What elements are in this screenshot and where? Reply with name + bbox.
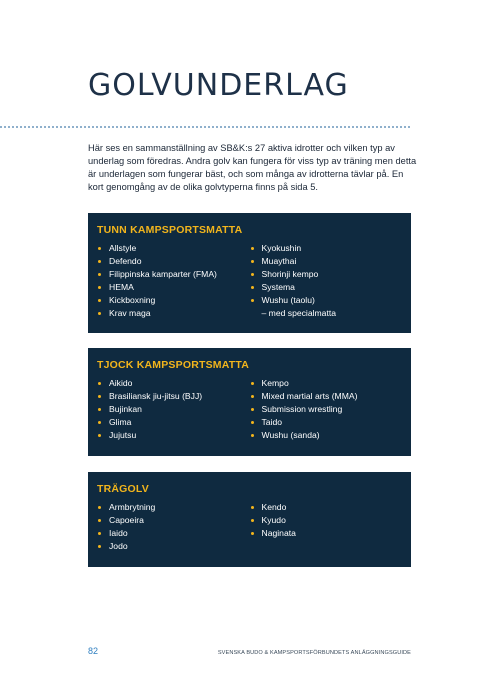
bullet-icon: [98, 286, 101, 289]
list-item: Brasiliansk jiu-jitsu (BJJ): [97, 390, 250, 403]
list-item: Kendo: [250, 501, 403, 514]
bullet-icon: [98, 260, 101, 263]
bullet-icon: [251, 382, 254, 385]
bullet-icon: [251, 421, 254, 424]
bullet-icon: [251, 519, 254, 522]
intro-paragraph: Här ses en sammanställning av SB&K:s 27 aktiva idrotter och vilken typ av underlag som föredras. Andra golv kan fungera för viss typ av träning men detta är underlagen som fungerar bäst, och som många av idrotterna tävlar på. En kort genomgång av de olika golvtyperna finns på sida 5.: [88, 143, 417, 192]
list-item: Aikido: [97, 377, 250, 390]
list-item: Shorinji kempo: [250, 268, 403, 281]
list-item: Allstyle: [97, 242, 250, 255]
section-box-wood-floor: [88, 472, 411, 567]
sport-list-left: [97, 501, 250, 553]
section-heading: TRÄGOLV: [97, 483, 149, 495]
bullet-icon: [98, 532, 101, 535]
bullet-icon: [251, 434, 254, 437]
list-item: Armbrytning: [97, 501, 250, 514]
bullet-icon: [251, 299, 254, 302]
list-item: Taido: [250, 416, 403, 429]
bullet-icon: [98, 395, 101, 398]
sport-list-left: [97, 242, 250, 319]
bullet-icon: [98, 434, 101, 437]
list-item: Wushu (sanda): [250, 429, 403, 442]
list-item: Capoeira: [97, 514, 250, 527]
list-item: Bujinkan: [97, 403, 250, 416]
list-item: Krav maga: [97, 307, 250, 320]
bullet-icon: [98, 421, 101, 424]
list-item: Wushu (taolu): [250, 294, 403, 307]
list-item: Kyokushin: [250, 242, 403, 255]
sport-list-left: [97, 377, 250, 442]
bullet-icon: [98, 273, 101, 276]
list-item: Mixed martial arts (MMA): [250, 390, 403, 403]
bullet-icon: [98, 312, 101, 315]
bullet-icon: [98, 299, 101, 302]
list-item: Kempo: [250, 377, 403, 390]
bullet-icon: [251, 286, 254, 289]
list-item: Iaido: [97, 527, 250, 540]
bullet-icon: [98, 545, 101, 548]
bullet-icon: [251, 273, 254, 276]
section-heading: TJOCK KAMPSPORTSMATTA: [97, 359, 249, 371]
dotted-divider: [0, 126, 410, 128]
bullet-icon: [251, 408, 254, 411]
bullet-icon: [251, 395, 254, 398]
list-item: Systema: [250, 281, 403, 294]
running-title: SVENSKA BUDO & KAMPSPORTSFÖRBUNDETS ANLÄGGNINGSGUIDE: [217, 650, 411, 656]
list-item: Jodo: [97, 540, 250, 553]
bullet-icon: [98, 408, 101, 411]
sport-list-right: [250, 242, 403, 319]
list-item: Kickboxning: [97, 294, 250, 307]
list-item: Muaythai: [250, 255, 403, 268]
list-item: Glima: [97, 416, 250, 429]
sport-list-right: [250, 501, 403, 553]
list-item: Naginata: [250, 527, 403, 540]
list-item: Kyudo: [250, 514, 403, 527]
list-item: Filippinska kamparter (FMA): [97, 268, 250, 281]
list-item: HEMA: [97, 281, 250, 294]
page-title: GOLVUNDERLAG: [88, 68, 349, 103]
list-item: Defendo: [97, 255, 250, 268]
sport-list-right: [250, 377, 403, 442]
bullet-icon: [251, 506, 254, 509]
bullet-icon: [98, 519, 101, 522]
bullet-icon: [251, 260, 254, 263]
list-item-continuation: – med specialmatta: [261, 307, 337, 318]
list-item: Jujutsu: [97, 429, 250, 442]
section-box-thin-mat: [88, 213, 411, 333]
bullet-icon: [98, 247, 101, 250]
list-item: Submission wrestling: [250, 403, 403, 416]
bullet-icon: [251, 532, 254, 535]
bullet-icon: [98, 382, 101, 385]
bullet-icon: [251, 247, 254, 250]
page-footer: [88, 646, 411, 656]
section-heading: TUNN KAMPSPORTSMATTA: [97, 224, 243, 236]
page-number: 82: [88, 646, 99, 656]
bullet-icon: [98, 506, 101, 509]
section-box-thick-mat: [88, 348, 411, 456]
